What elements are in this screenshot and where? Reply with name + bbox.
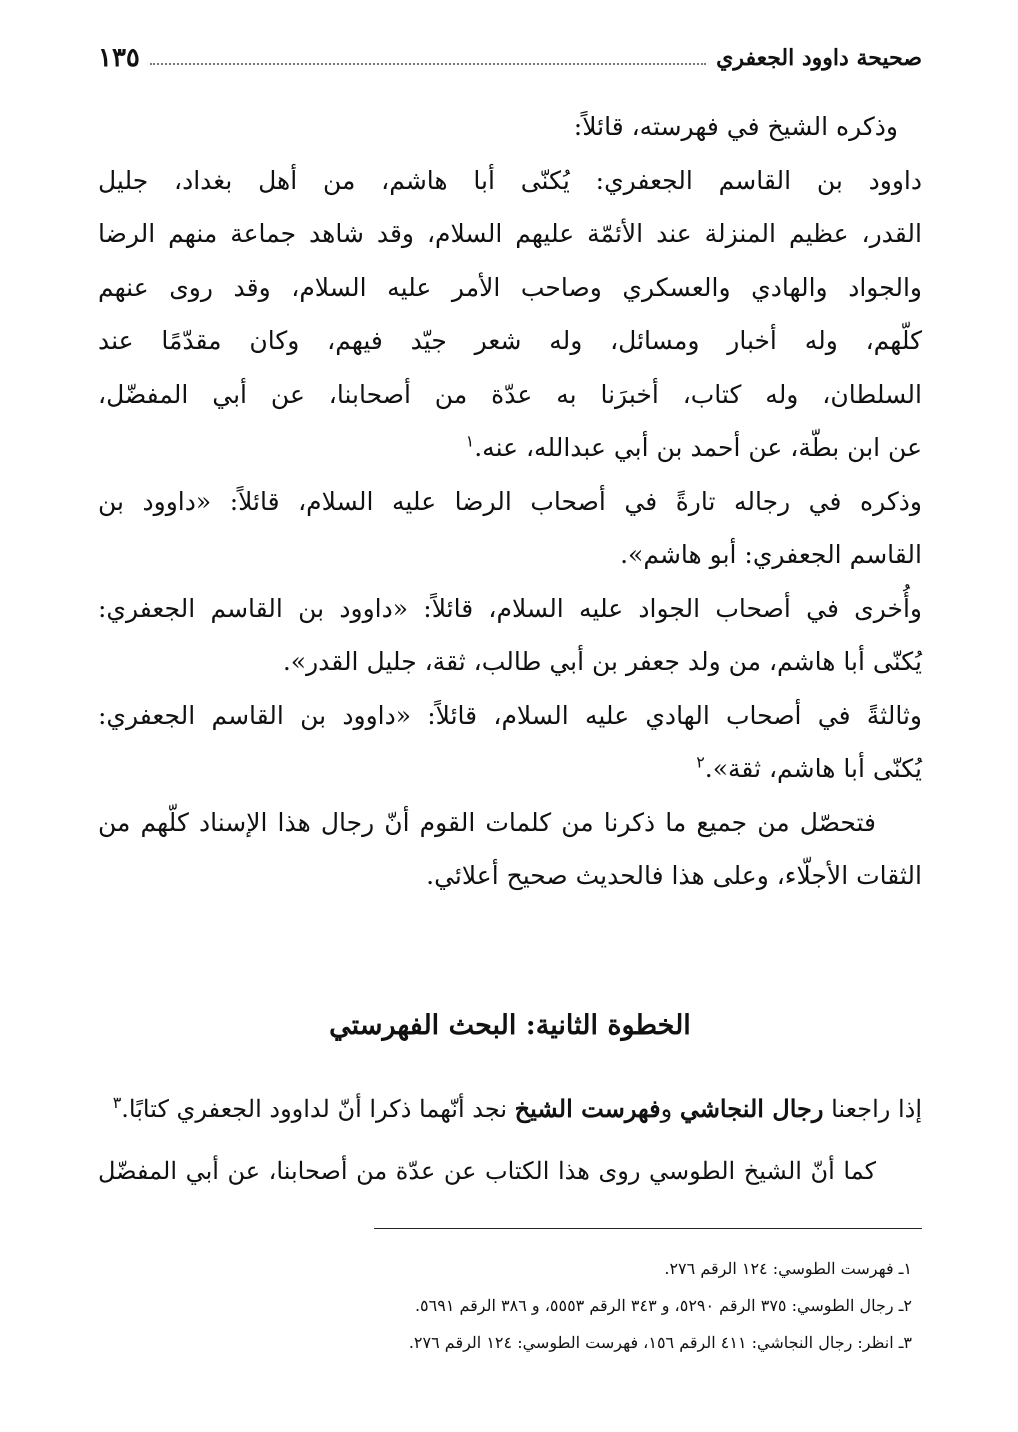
text-line: وذكره في رجاله تارةً في أصحاب الرضا عليه السلام، قائلاً: «داوود بن [98, 486, 922, 516]
text-line: السلطان، وله كتاب، أخبرَنا به عدّة من أصحابنا، عن أبي المفضّل، [98, 379, 922, 409]
text-line: كلّهم، وله أخبار ومسائل، وله شعر جيّد فيهم، وكان مقدّمًا عند [98, 326, 922, 355]
footnote-marker[interactable]: ١ [465, 431, 475, 451]
page-number: ١٣٥ [98, 43, 140, 73]
text-line-content: يُكنّى أبا هاشم، ثقة». [704, 754, 922, 783]
text-line: القاسم الجعفري: أبو هاشم». [620, 540, 922, 569]
text-line: وذكره الشيخ في فهرسته، قائلاً: [573, 112, 898, 141]
section-heading: الخطوة الثانية: البحث الفهرستي [329, 1010, 691, 1041]
text-line: الثقات الأجلّاء، وعلى هذا فالحديث صحيح أعلائي. [426, 861, 922, 890]
footnote: ٣ـ انظر: رجال النجاشي: ٤١١ الرقم ١٥٦، فهرست الطوسي: ١٢٤ الرقم ٢٧٦. [408, 1333, 912, 1352]
text-fragment: إذا راجعنا [823, 1095, 922, 1123]
book-reference-najashi: رجال النجاشي [679, 1094, 824, 1123]
footnote-marker[interactable]: ٢ [696, 752, 705, 772]
text-line: كما أنّ الشيخ الطوسي روى هذا الكتاب عن عدّة من أصحابنا، عن أبي المفضّل [98, 1157, 876, 1185]
footnote: ١ـ فهرست الطوسي: ١٢٤ الرقم ٢٧٦. [664, 1259, 912, 1278]
text-line: القدر، عظيم المنزلة عند الأئمّة عليهم السلام، وقد شاهد جماعة منهم الرضا [98, 219, 922, 248]
main-text [98, 100, 922, 903]
text-fragment: و [660, 1095, 680, 1123]
text-line: وأُخرى في أصحاب الجواد عليه السلام، قائلاً: «داوود بن القاسم الجعفري: [98, 593, 922, 623]
footnote-marker[interactable]: ٣ [112, 1093, 122, 1112]
text-line [98, 742, 922, 796]
section-text [98, 1078, 922, 1202]
header-dotted-leader [150, 63, 706, 65]
text-line: يُكنّى أبا هاشم، من ولد جعفر بن أبي طالب، ثقة، جليل القدر». [282, 647, 922, 676]
text-line: فتحصّل من جميع ما ذكرنا من كلمات القوم أنّ رجال هذا الإسناد كلّهم من [98, 807, 876, 837]
text-line [98, 1078, 922, 1140]
footnotes [98, 1250, 922, 1361]
header-title: صحيحة داوود الجعفري [716, 45, 922, 71]
text-line [98, 421, 922, 475]
text-line: داوود بن القاسم الجعفري: يُكنّى أبا هاشم، من أهل بغداد، جليل [98, 165, 922, 195]
text-line: والجواد والهادي والعسكري وصاحب الأمر عليه السلام، وقد روى عنهم [98, 272, 922, 302]
book-reference-fihrist: فهرست الشيخ [514, 1094, 661, 1123]
footnote-divider [374, 1228, 922, 1229]
text-fragment: نجد أنّهما ذكرا أنّ لداوود الجعفري كتابًا. [121, 1095, 515, 1123]
running-header [98, 38, 922, 78]
text-line-content: عن ابن بطّة، عن أحمد بن أبي عبدالله، عنه. [474, 433, 922, 462]
footnote: ٢ـ رجال الطوسي: ٣٧٥ الرقم ٥٢٩٠، و ٣٤٣ الرقم ٥٥٥٣، و ٣٨٦ الرقم ٥٦٩١. [414, 1296, 912, 1315]
text-line: وثالثةً في أصحاب الهادي عليه السلام، قائلاً: «داوود بن القاسم الجعفري: [98, 700, 922, 730]
